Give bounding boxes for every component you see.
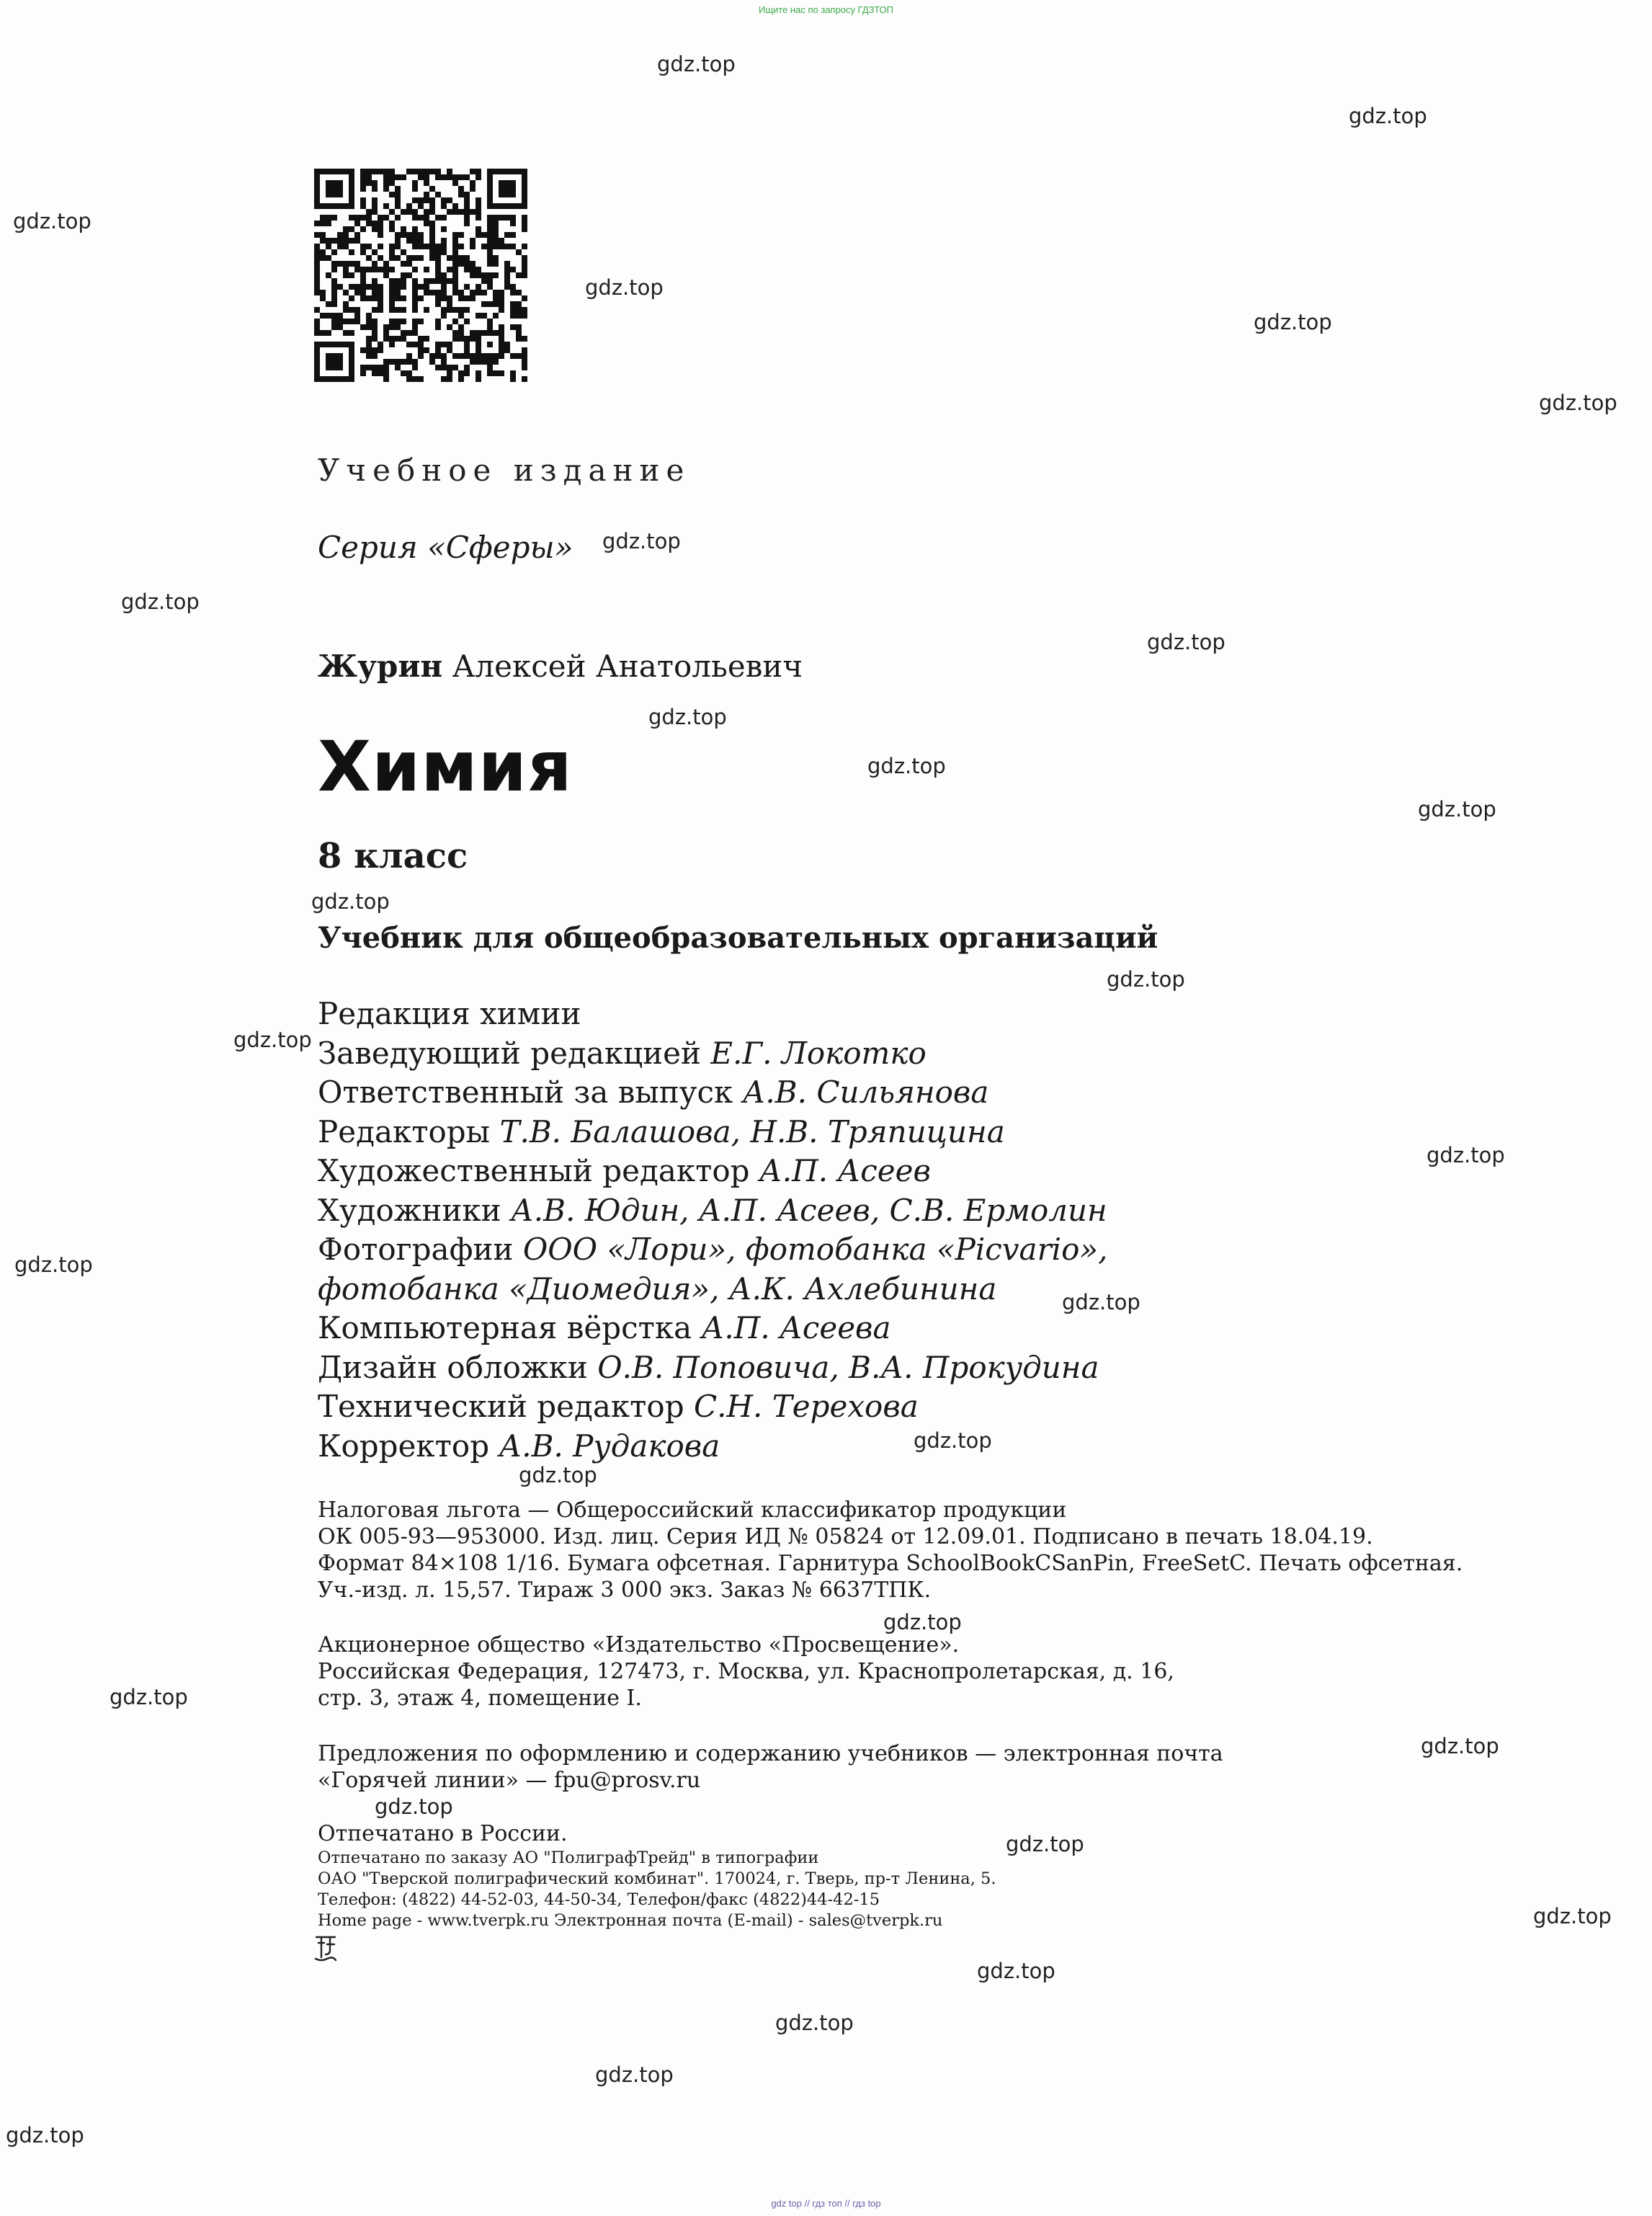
hotline-block xyxy=(318,1740,1223,1794)
credit-names: О.В. Поповича, В.А. Прокудина xyxy=(597,1349,1099,1385)
credits-list xyxy=(318,994,1107,1466)
imprint-line: Формат 84×108 1/16. Бумага офсетная. Гарнитура SchoolBookCSanPin, FreeSetC. Печать офсетная. xyxy=(318,1551,1463,1576)
printer-line: Телефон: (4822) 44-52-03, 44-50-34, Телефон/факс (4822)44-42-15 xyxy=(318,1890,880,1909)
watermark: gdz.top xyxy=(914,1428,992,1453)
credit-line xyxy=(318,1073,1107,1113)
series-label: Серия «Сферы» xyxy=(318,530,573,565)
watermark: gdz.top xyxy=(1107,967,1185,992)
credit-line xyxy=(318,1034,1107,1074)
printer-block xyxy=(318,1848,996,1931)
author-given-names: Алексей Анатольевич xyxy=(452,649,803,684)
watermark: gdz.top xyxy=(1418,797,1496,822)
credit-role: Художники xyxy=(318,1192,511,1228)
credit-line xyxy=(318,1309,1107,1348)
publisher-line: Российская Федерация, 127473, г. Москва, ул. Краснопролетарская, д. 16, xyxy=(318,1659,1174,1684)
grade: 8 класс xyxy=(318,836,468,876)
book-subtitle: Учебник для общеобразовательных организаций xyxy=(318,921,1158,955)
watermark: gdz.top xyxy=(1254,310,1332,334)
watermark: gdz.top xyxy=(233,1028,312,1052)
credit-names: А.П. Асеева xyxy=(701,1310,891,1345)
watermark: gdz.top xyxy=(14,1252,93,1277)
watermark: gdz.top xyxy=(775,2011,854,2035)
watermark: gdz.top xyxy=(13,209,91,233)
watermark: gdz.top xyxy=(121,589,200,614)
credit-names: А.П. Асеев xyxy=(759,1153,931,1188)
credit-role: Компьютерная вёрстка xyxy=(318,1310,702,1345)
watermark: gdz.top xyxy=(1062,1290,1140,1314)
credit-role: Корректор xyxy=(318,1428,499,1464)
credit-role: Дизайн обложки xyxy=(318,1349,598,1385)
credit-names: Е.Г. Локотко xyxy=(710,1035,927,1071)
watermark: gdz.top xyxy=(1006,1832,1084,1856)
watermark: gdz.top xyxy=(883,1610,962,1634)
credit-line xyxy=(318,1152,1107,1191)
watermark: gdz.top xyxy=(867,754,946,778)
author xyxy=(318,649,803,684)
printed-in: Отпечатано в России. xyxy=(318,1821,568,1846)
credit-line xyxy=(318,1348,1107,1388)
credit-role: Фотографии xyxy=(318,1232,523,1267)
watermark: gdz.top xyxy=(1426,1143,1505,1167)
credit-line xyxy=(318,1191,1107,1231)
hotline-line: «Горячей линии» — fpu@prosv.ru xyxy=(318,1768,701,1793)
watermark: gdz.top xyxy=(648,705,727,729)
header-note: Ищите нас по запросу ГДЗТОП xyxy=(758,4,893,15)
watermark: gdz.top xyxy=(595,2063,674,2087)
credit-line xyxy=(318,1387,1107,1427)
credit-names: Т.В. Балашова, Н.В. Тряпицина xyxy=(499,1113,1005,1149)
watermark: gdz.top xyxy=(1539,391,1617,415)
author-surname: Журин xyxy=(318,649,443,684)
credit-names: А.В. Сильянова xyxy=(742,1074,989,1110)
printer-line: Отпечатано по заказу АО "ПолиграфТрейд" в типографии xyxy=(318,1848,819,1867)
credit-role: Редакция химии xyxy=(318,996,581,1031)
watermark: gdz.top xyxy=(1533,1904,1612,1928)
printer-line: Home page - www.tverpk.ru Электронная почта (E-mail) - sales@tverpk.ru xyxy=(318,1911,943,1930)
qr-code xyxy=(314,169,527,382)
credit-names: фотобанка «Диомедия», А.К. Ахлебинина xyxy=(318,1271,997,1307)
credit-line xyxy=(318,994,1107,1034)
publisher-block xyxy=(318,1632,1174,1712)
imprint-block xyxy=(318,1497,1463,1603)
watermark: gdz.top xyxy=(110,1685,188,1709)
book-title: Химия xyxy=(318,726,573,807)
edition-type: Учебное издание xyxy=(318,453,691,488)
watermark: gdz.top xyxy=(602,529,681,553)
imprint-line: ОК 005-93—953000. Изд. лиц. Серия ИД № 05824 от 12.09.01. Подписано в печать 18.04.19. xyxy=(318,1524,1373,1549)
credit-role: Редакторы xyxy=(318,1113,500,1149)
credit-names: ООО «Лори», фотобанка «Picvario», xyxy=(522,1232,1108,1267)
credit-line xyxy=(318,1113,1107,1152)
credit-line xyxy=(318,1270,1107,1309)
credit-role: Художественный редактор xyxy=(318,1153,759,1188)
imprint-line: Налоговая льгота — Общероссийский классификатор продукции xyxy=(318,1498,1067,1523)
watermark: gdz.top xyxy=(1147,630,1225,654)
watermark: gdz.top xyxy=(311,889,390,914)
watermark: gdz.top xyxy=(585,275,664,300)
watermark: gdz.top xyxy=(519,1463,597,1487)
watermark: gdz.top xyxy=(657,52,736,76)
credit-names: А.В. Юдин, А.П. Асеев, С.В. Ермолин xyxy=(510,1192,1107,1228)
watermark: gdz.top xyxy=(375,1794,453,1819)
watermark: gdz.top xyxy=(1421,1734,1499,1758)
credit-line xyxy=(318,1230,1107,1270)
publisher-line: стр. 3, этаж 4, помещение I. xyxy=(318,1686,642,1711)
footer-note: gdz top // гдз топ // гдз top xyxy=(771,2198,881,2209)
hotline-line: Предложения по оформлению и содержанию учебников — электронная почта xyxy=(318,1741,1223,1766)
credit-role: Заведующий редакцией xyxy=(318,1035,711,1071)
watermark: gdz.top xyxy=(1349,104,1427,128)
credit-role: Ответственный за выпуск xyxy=(318,1074,743,1110)
credit-names: А.В. Рудакова xyxy=(499,1428,720,1464)
publisher-line: Акционерное общество «Издательство «Просвещение». xyxy=(318,1632,960,1657)
credit-names: С.Н. Терехова xyxy=(693,1389,919,1424)
credit-role: Технический редактор xyxy=(318,1389,694,1424)
imprint-line: Уч.-изд. л. 15,57. Тираж 3 000 экз. Заказ № 6637ТПК. xyxy=(318,1578,932,1603)
printer-line: ОАО "Тверской полиграфический комбинат". 170024, г. Тверь, пр-т Ленина, 5. xyxy=(318,1869,996,1888)
watermark: gdz.top xyxy=(977,1959,1055,1983)
printer-logo-icon xyxy=(313,1933,339,1963)
watermark: gdz.top xyxy=(6,2123,84,2148)
